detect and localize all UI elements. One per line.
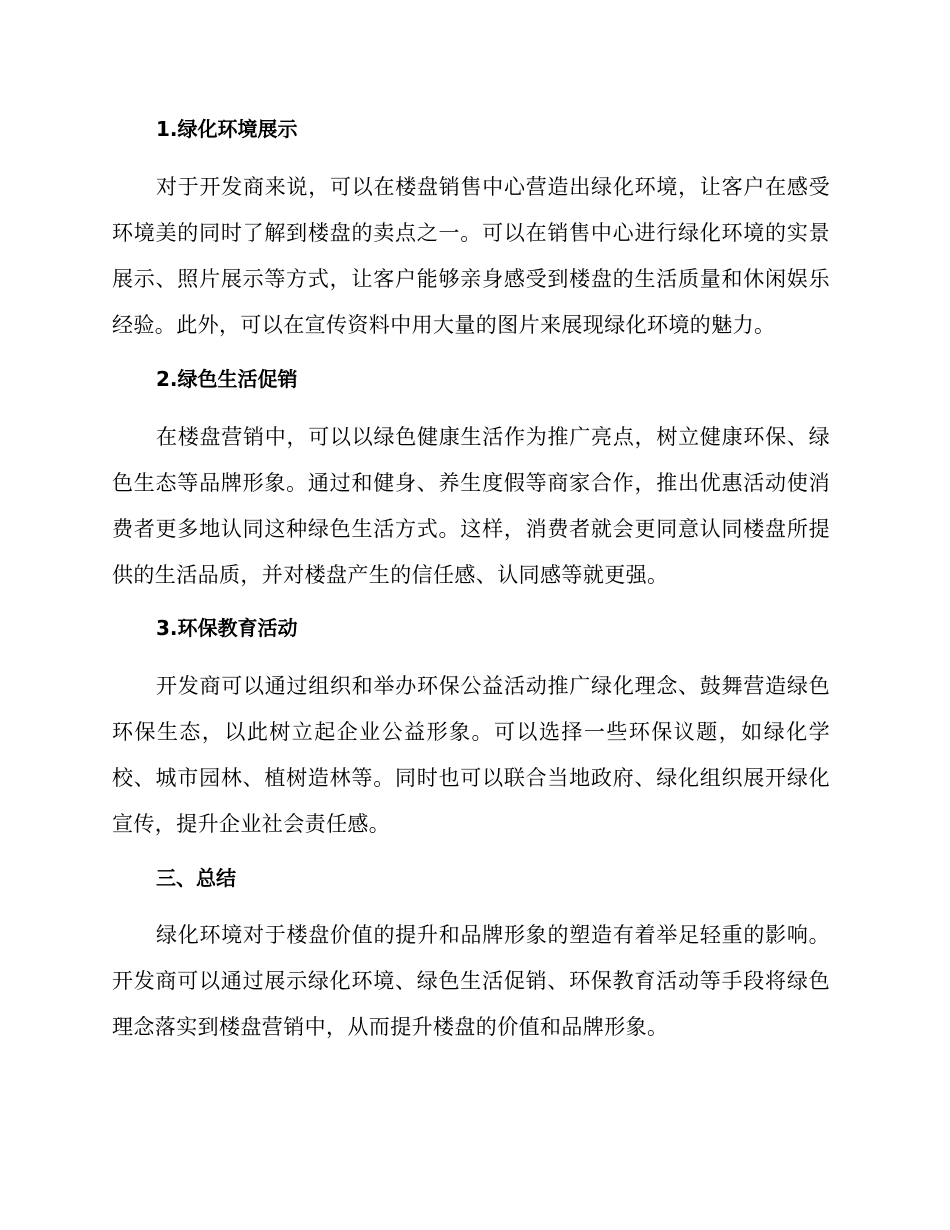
section-paragraph-3: 开发商可以通过组织和举办环保公益活动推广绿化理念、鼓舞营造绿色环保生态，以此树立起企业公益形象。可以选择一些环保议题，如绿化学校、城市园林、植树造林等。同时也可以联合当地政府、绿化组织展开绿化宣传，提升企业社会责任感。	[112, 674, 830, 836]
section-paragraph-summary: 绿化环境对于楼盘价值的提升和品牌形象的塑造有着举足轻重的影响。开发商可以通过展示绿化环境、绿色生活促销、环保教育活动等手段将绿色理念落实到楼盘营销中，从而提升楼盘的价值和品牌形象。	[112, 923, 830, 1039]
section-heading-summary: 三、总结	[156, 866, 236, 890]
section-heading-1: 1.绿化环境展示	[156, 117, 298, 141]
section-paragraph-1: 对于开发商来说，可以在楼盘销售中心营造出绿化环境，让客户在感受环境美的同时了解到楼盘的卖点之一。可以在销售中心进行绿化环境的实景展示、照片展示等方式，让客户能够亲身感受到楼盘的生活质量和休闲娱乐经验。此外，可以在宣传资料中用大量的图片来展现绿化环境的魅力。	[112, 175, 830, 337]
section-heading-3: 3.环保教育活动	[156, 616, 298, 640]
section-paragraph-2: 在楼盘营销中，可以以绿色健康生活作为推广亮点，树立健康环保、绿色生态等品牌形象。通过和健身、养生度假等商家合作，推出优惠活动使消费者更多地认同这种绿色生活方式。这样，消费者就会更同意认同楼盘所提供的生活品质，并对楼盘产生的信任感、认同感等就更强。	[112, 425, 830, 587]
section-heading-2: 2.绿色生活促销	[156, 367, 298, 391]
